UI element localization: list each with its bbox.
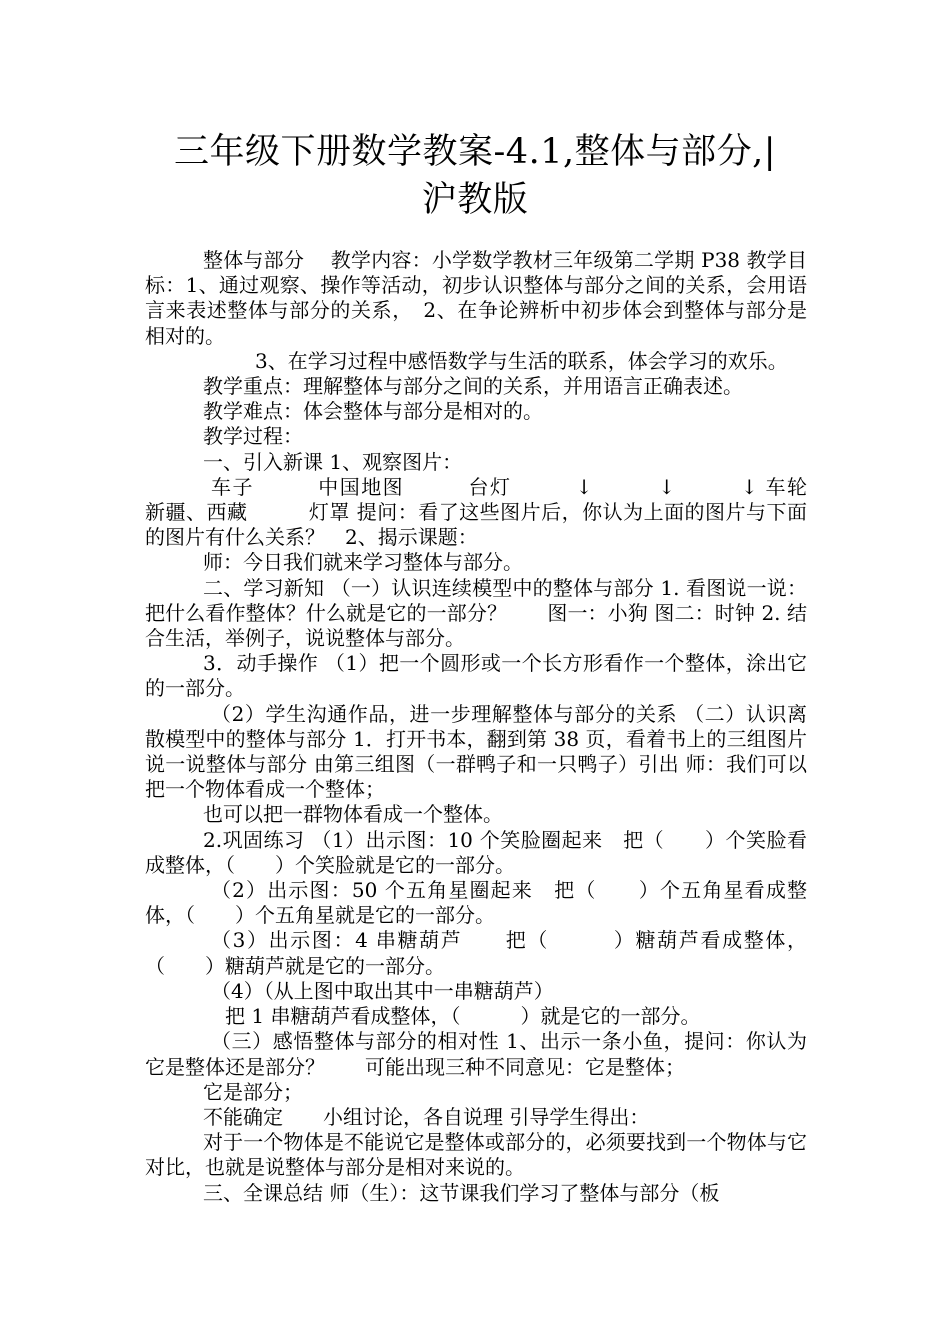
document-title-line-2: 沪教版 (421, 180, 529, 220)
paragraph: 教学难点：体会整体与部分是相对的。 (203, 399, 543, 424)
paragraph: 整体与部分 教学内容：小学数学教材三年级第二学期 P38 教学目标：1、通过观察、操作等活动，初步认识整体与部分之间的关系，会用语言来表述整体与部分的关系， 2、在争论辨析中初步体会到整体与部分是相对的。 (145, 248, 807, 348)
paragraph: 它是部分； (203, 1079, 303, 1104)
paragraph: 3、在学习过程中感悟数学与生活的联系，体会学习的欢乐。 (255, 348, 788, 373)
paragraph: （4）（从上图中取出其中一串糖葫芦） (211, 978, 554, 1003)
paragraph: 不能确定 小组讨论，各自说理 引导学生得出： (203, 1104, 650, 1129)
paragraph: 二、学习新知 （一）认识连续模型中的整体与部分 1. 看图说一说：把什么看作整体？什么就是它的一部分？ 图一：小狗 图二：时钟 2. 结合生活，举例子，说说整体与部分。 (145, 575, 807, 651)
paragraph: 对于一个物体是不能说它是整体或部分的，必须要找到一个物体与它对比，也就是说整体与部分是相对来说的。 (145, 1130, 807, 1180)
paragraph: 2.巩固练习 （1）出示图：10 个笑脸圈起来 把（ ）个笑脸看成整体，（ ）个笑脸就是它的一部分。 (145, 827, 807, 877)
paragraph: 也可以把一群物体看成一个整体。 (203, 802, 503, 827)
paragraph: （2）学生沟通作品，进一步理解整体与部分的关系 （二）认识离散模型中的整体与部分 1．打开书本，翻到第 38 页，看着书上的三组图片说一说整体与部分 由第三组图（一群鸭子和一只鸭子）引出 师：我们可以把一个物体看成一个整体； (145, 701, 807, 802)
paragraph: 3．动手操作 （1）把一个圆形或一个长方形看作一个整体，涂出它的一部分。 (145, 651, 807, 701)
paragraph: 一、引入新课 1、观察图片： (203, 449, 463, 474)
paragraph: 车子 中国地图 台灯 ↓ ↓ ↓ 车轮 新疆、西藏 灯罩 提问：看了这些图片后，你认为上面的图片与下面的图片有什么关系？ 2、揭示课题： (145, 474, 867, 550)
paragraph: 把 1 串糖葫芦看成整体，（ ）就是它的一部分。 (225, 1004, 701, 1029)
paragraph: 教学过程： (203, 424, 303, 449)
paragraph: （三）感悟整体与部分的相对性 1、出示一条小鱼，提问：你认为它是整体还是部分？ 可能出现三种不同意见：它是整体； (145, 1029, 807, 1079)
paragraph: 师：今日我们就来学习整体与部分。 (203, 550, 523, 575)
paragraph: 教学重点：理解整体与部分之间的关系，并用语言正确表述。 (203, 374, 743, 399)
document-title-line-1: 三年级下册数学教案-4.1,整体与部分,| (173, 132, 777, 172)
paragraph: （2）出示图：50 个五角星圈起来 把（ ）个五角星看成整体，（ ）个五角星就是它的一部分。 (145, 878, 807, 928)
document-body (145, 248, 867, 1206)
paragraph: 三、全课总结 师（生）：这节课我们学习了整体与部分（板 (203, 1180, 720, 1205)
paragraph: （3）出示图：4 串糖葫芦 把（ ）糖葫芦看成整体，（ ）糖葫芦就是它的一部分。 (145, 928, 807, 978)
